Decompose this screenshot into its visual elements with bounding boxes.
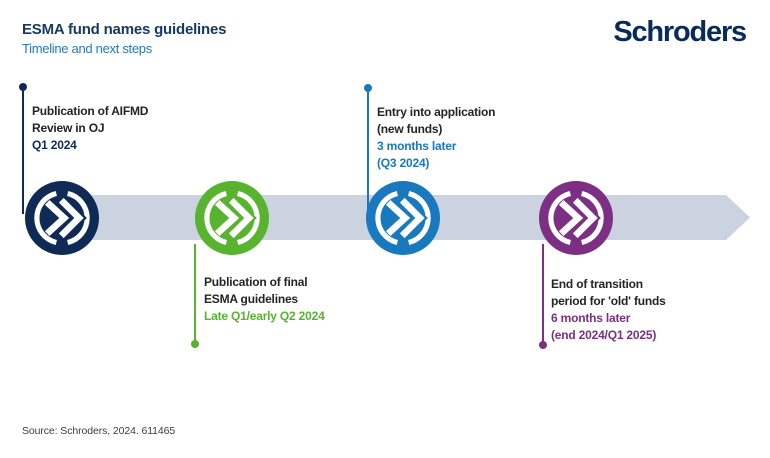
double-chevron-circle-icon (25, 181, 99, 255)
milestone-label-1 (32, 103, 148, 154)
schroders-logo: Schroders (613, 16, 746, 48)
milestone-label-text: Entry into application (377, 105, 496, 119)
milestone-label-text: Publication of final (204, 275, 308, 289)
connector-line-4 (542, 244, 544, 345)
milestone-label-text: Review in OJ (32, 121, 105, 135)
milestone-marker-3 (366, 181, 440, 255)
connector-dot-1 (19, 83, 27, 91)
timeline-arrowhead-icon (726, 195, 750, 240)
connector-line-1 (22, 89, 24, 214)
milestone-label-text: (new funds) (377, 122, 443, 136)
milestone-date-text: (Q3 2024) (377, 156, 430, 170)
milestone-marker-1 (25, 181, 99, 255)
source-note: Source: Schroders, 2024. 611465 (22, 425, 176, 437)
milestone-label-3 (377, 104, 495, 172)
double-chevron-circle-icon (195, 181, 269, 255)
milestone-marker-4 (539, 181, 613, 255)
milestone-marker-2 (195, 181, 269, 255)
milestone-date-text: 3 months later (377, 139, 457, 153)
milestone-date-text: Q1 2024 (32, 138, 77, 152)
double-chevron-circle-icon (539, 181, 613, 255)
connector-dot-4 (539, 341, 547, 349)
header (22, 20, 226, 57)
milestone-label-text: period for 'old' funds (551, 294, 666, 308)
connector-line-2 (194, 244, 196, 344)
milestone-label-text: End of transition (551, 277, 643, 291)
page-subtitle: Timeline and next steps (22, 41, 152, 56)
milestone-label-text: Publication of AIFMD (32, 104, 149, 118)
milestone-date-text: Late Q1/early Q2 2024 (204, 309, 325, 323)
page-title: ESMA fund names guidelines (22, 21, 227, 38)
milestone-label-2 (204, 274, 325, 325)
connector-dot-2 (191, 340, 199, 348)
double-chevron-circle-icon (366, 181, 440, 255)
milestone-label-text: ESMA guidelines (204, 292, 298, 306)
milestone-date-text: (end 2024/Q1 2025) (551, 328, 657, 342)
connector-dot-3 (364, 84, 372, 92)
milestone-label-4 (551, 276, 666, 344)
milestone-date-text: 6 months later (551, 311, 631, 325)
